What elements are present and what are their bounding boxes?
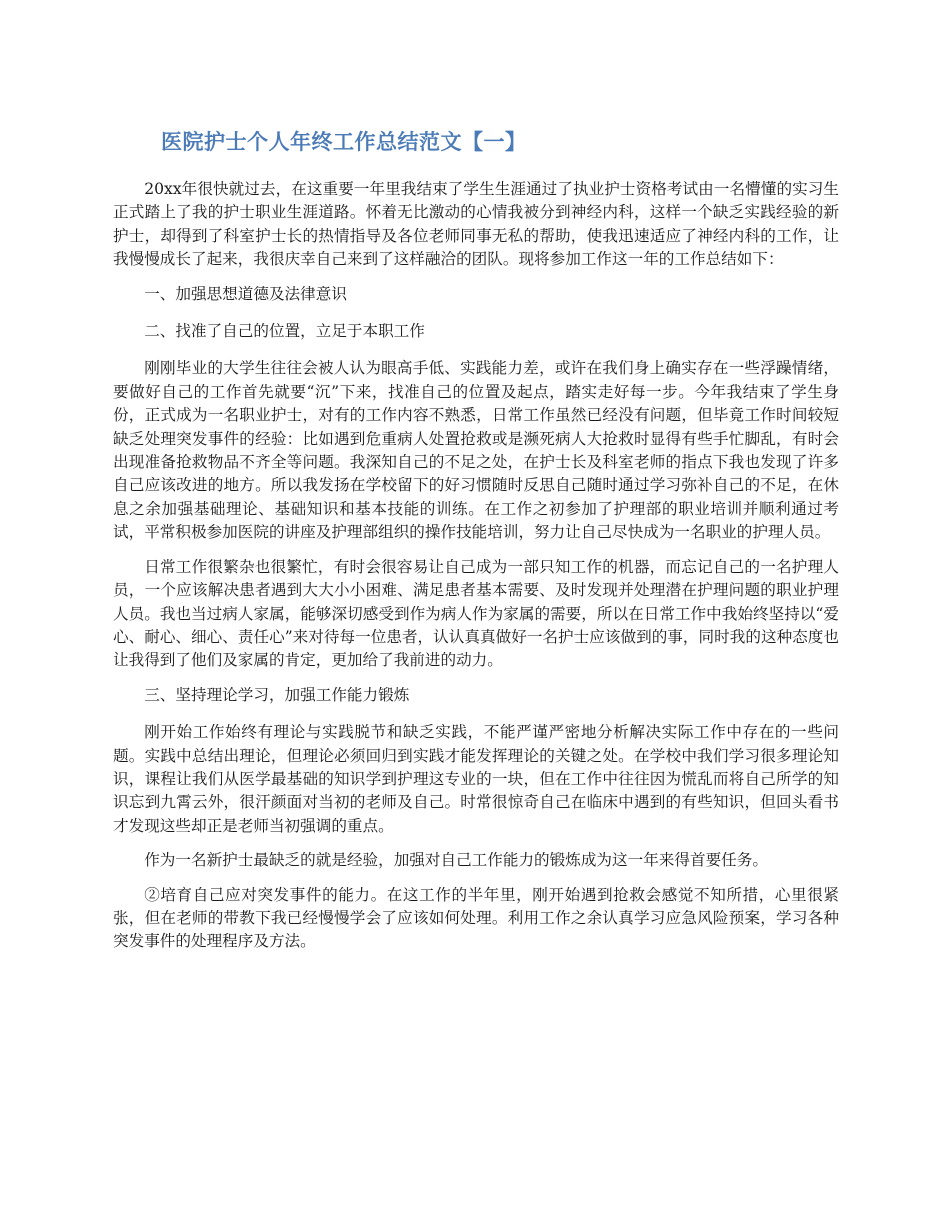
body-paragraph: 日常工作很繁杂也很繁忙，有时会很容易让自己成为一部只知工作的机器，而忘记自己的一名护理人员，一个应该解决患者遇到大大小小困难、满足患者基本需要、及时发现并处理潜在护理问题的职业护理人员。我也当过病人家属，能够深切感受到作为病人作为家属的需要，所以在日常工作中我始终坚持以“爱心、耐心、细心、责任心”来对待每一位患者，认认真真做好一名护士应该做到的事，同时我的这种态度也让我得到了他们及家属的肯定，更加给了我前进的动力。: [113, 557, 839, 670]
body-paragraph: 刚开始工作始终有理论与实践脱节和缺乏实践，不能严谨严密地分析解决实际工作中存在的一些问题。实践中总结出理论，但理论必须回归到实践才能发挥理论的关键之处。在学校中我们学习很多理论知识，课程让我们从医学最基础的知识学到护理这专业的一块，但在工作中往往因为慌乱而将自己所学的知识忘到九霄云外，很汗颜面对当初的老师及自己。时常很惊奇自己在临床中遇到的有些知识，但回头看书才发现这些却正是老师当初强调的重点。: [113, 723, 839, 835]
document-title: 医院护士个人年终工作总结范文【一】: [161, 130, 527, 154]
body-paragraph: 作为一名新护士最缺乏的就是经验，加强对自己工作能力的锻炼成为这一年来得首要任务。: [144, 851, 768, 870]
section-heading-3: 三、坚持理论学习，加强工作能力锻炼: [144, 685, 410, 704]
section-heading-2: 二、找准了自己的位置，立足于本职工作: [144, 322, 425, 341]
body-paragraph: 刚刚毕业的大学生往往会被人认为眼高手低、实践能力差，或许在我们身上确实存在一些浮躁情绪，要做好自己的工作首先就要“沉”下来，找准自己的位置及起点，踏实走好每一步。今年我结束了学生身份，正式成为一名职业护士，对有的工作内容不熟悉，日常工作虽然已经没有问题，但毕竟工作时间较短缺乏处理突发事件的经验：比如遇到危重病人处置抢救或是濒死病人大抢救时显得有些手忙脚乱，有时会出现准备抢救物品不齐全等问题。我深知自己的不足之处，在护士长及科室老师的指点下我也发现了许多自己应该改进的地方。所以我发扬在学校留下的好习惯随时反思自己随时通过学习弥补自己的不足，在休息之余加强基础理论、基础知识和基本技能的训练。在工作之初参加了护理部的职业培训并顺利通过考试，平常积极参加医院的讲座及护理部组织的操作技能培训，努力让自己尽快成为一名职业的护理人员。: [113, 359, 839, 542]
section-heading-1: 一、加强思想道德及法律意识: [144, 284, 347, 303]
intro-paragraph: 20xx年很快就过去，在这重要一年里我结束了学生生涯通过了执业护士资格考试由一名懵懂的实习生正式踏上了我的护士职业生涯道路。怀着无比激动的心情我被分到神经内科，这样一个缺乏实践经验的新护士，却得到了科室护士长的热情指导及各位老师同事无私的帮助，使我迅速适应了神经内科的工作，让我慢慢成长了起来，我很庆幸自己来到了这样融洽的团队。现将参加工作这一年的工作总结如下：: [113, 180, 839, 269]
body-paragraph: ②培育自己应对突发事件的能力。在这工作的半年里，刚开始遇到抢救会感觉不知所措，心里很紧张，但在老师的带教下我已经慢慢学会了应该如何处理。利用工作之余认真学习应急风险预案，学习各种突发事件的处理程序及方法。: [113, 885, 839, 951]
document-page: [113, 126, 839, 965]
